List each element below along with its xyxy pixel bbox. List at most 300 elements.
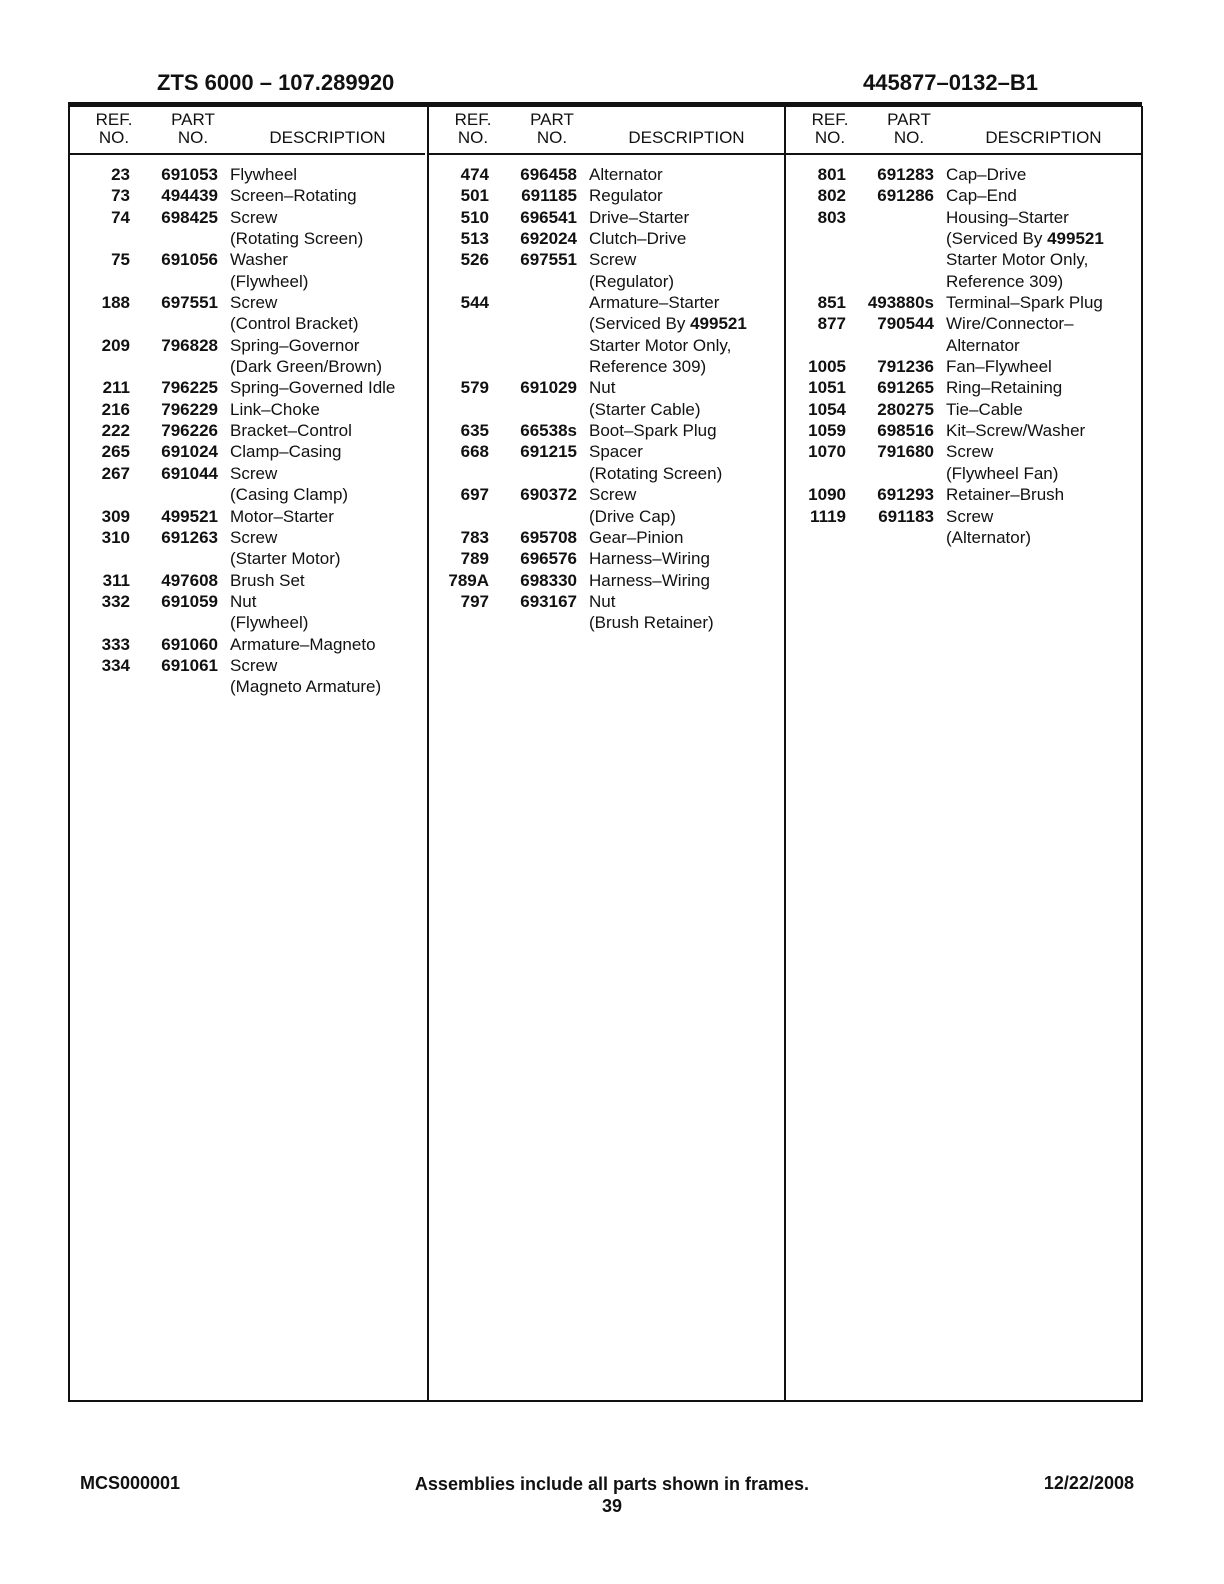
description-text: (Flywheel)	[230, 271, 309, 291]
part-number: 791236	[877, 357, 934, 377]
table-row	[786, 164, 1141, 185]
part-number: 499521	[161, 506, 218, 526]
part-number: 66538s	[520, 421, 577, 441]
part-description	[589, 164, 663, 185]
part-number: 696458	[520, 165, 577, 184]
ref-number: 474	[460, 165, 489, 184]
table-row	[429, 527, 784, 548]
part-number: 698330	[520, 570, 577, 590]
part-description	[230, 228, 363, 249]
part-description	[589, 527, 684, 548]
part-description	[589, 292, 719, 313]
table-row	[786, 335, 1141, 356]
part-description	[230, 655, 277, 676]
ref-number: 1090	[808, 485, 846, 505]
part-description	[230, 292, 277, 313]
description-text: Terminal–Spark Plug	[946, 293, 1103, 313]
description-text: Screw	[946, 506, 994, 526]
assemblies-note: Assemblies include all parts shown in frames.	[414, 1474, 810, 1494]
part-description	[946, 356, 1052, 377]
table-row	[786, 399, 1141, 420]
part-description	[230, 313, 358, 334]
part-description	[589, 271, 674, 292]
table-row	[70, 228, 425, 249]
part-description	[589, 441, 643, 462]
table-row	[70, 207, 425, 228]
table-row	[429, 506, 784, 527]
table-row	[70, 570, 425, 591]
description-text: Spring–Governed Idle	[230, 378, 396, 398]
part-number: 691283	[877, 165, 934, 184]
part-number: 691060	[161, 634, 218, 654]
description-text: Motor–Starter	[230, 506, 334, 526]
description-text: Housing–Starter	[946, 207, 1069, 227]
part-description	[946, 399, 1023, 420]
table-row	[429, 292, 784, 313]
part-number: 698425	[161, 207, 218, 227]
table-row	[786, 185, 1141, 206]
ref-number: 801	[817, 165, 846, 184]
description-text: Screw	[946, 442, 994, 462]
description-text: Gear–Pinion	[589, 527, 684, 547]
ref-number: 1051	[808, 378, 846, 398]
part-description	[946, 420, 1085, 441]
part-number: 494439	[161, 186, 218, 206]
description-text: Harness–Wiring	[589, 549, 710, 569]
part-number: 691024	[161, 442, 218, 462]
part-description	[230, 335, 359, 356]
part-description	[946, 185, 1017, 206]
description-text: Nut	[230, 591, 257, 611]
table-row	[786, 356, 1141, 377]
part-description	[589, 228, 686, 249]
table-row	[70, 548, 425, 569]
description-text: Regulator	[589, 186, 663, 206]
ref-number: 1054	[808, 399, 846, 419]
ref-number: 510	[460, 207, 489, 227]
column-header	[786, 106, 1141, 155]
part-description	[230, 377, 395, 398]
part-description	[589, 313, 747, 334]
parts-column-3	[784, 106, 1141, 1400]
description-text: Cap–Drive	[946, 165, 1027, 184]
description-text: Screw	[589, 250, 637, 270]
description-text: Drive–Starter	[589, 207, 690, 227]
service-part-number: 499521	[690, 314, 747, 334]
part-number: 696576	[520, 549, 577, 569]
part-number: 691044	[161, 463, 218, 483]
part-description	[589, 399, 700, 420]
part-description	[589, 420, 717, 441]
part-number: 691029	[520, 378, 577, 398]
description-header: DESCRIPTION	[628, 128, 745, 147]
part-description	[946, 228, 1104, 249]
part-number: 691053	[161, 165, 218, 184]
ref-number: 783	[460, 527, 489, 547]
column-header	[70, 106, 425, 155]
table-row	[70, 527, 425, 548]
part-number: 697551	[161, 293, 218, 313]
part-description	[946, 249, 1088, 270]
footer-date: 12/22/2008	[1043, 1473, 1134, 1493]
ref-number: 332	[101, 591, 130, 611]
table-row	[429, 335, 784, 356]
table-row	[429, 271, 784, 292]
part-number: 497608	[161, 570, 218, 590]
table-row	[429, 313, 784, 334]
ref-number: 635	[460, 421, 489, 441]
page-number: 39	[601, 1496, 623, 1516]
description-text: (Casing Clamp)	[230, 485, 349, 505]
table-row	[786, 420, 1141, 441]
part-description	[230, 441, 342, 462]
part-number: 697551	[520, 250, 577, 270]
description-text: Screw	[230, 207, 278, 227]
part-description	[946, 271, 1063, 292]
description-text: Clutch–Drive	[589, 229, 687, 249]
part-description	[589, 335, 731, 356]
rows	[429, 164, 784, 634]
part-number: 691265	[877, 378, 934, 398]
description-text: Starter Motor Only,	[946, 250, 1089, 270]
description-text: Nut	[589, 591, 616, 611]
part-description	[589, 548, 710, 569]
table-row	[429, 570, 784, 591]
ref-number: 526	[460, 250, 489, 270]
description-text: Fan–Flywheel	[946, 357, 1052, 377]
part-description	[946, 377, 1062, 398]
description-text: Bracket–Control	[230, 421, 352, 441]
part-no-header: PART NO.	[530, 110, 574, 147]
part-description	[589, 356, 706, 377]
ref-number: 267	[101, 463, 130, 483]
part-description	[946, 527, 1031, 548]
part-number: 796828	[161, 335, 218, 355]
table-row	[70, 164, 425, 185]
part-description	[230, 271, 308, 292]
table-row	[70, 377, 425, 398]
description-text: Armature–Starter	[589, 293, 720, 313]
ref-number: 1059	[808, 421, 846, 441]
part-no-header: PART NO.	[171, 110, 215, 147]
table-row	[429, 228, 784, 249]
part-description	[589, 612, 714, 633]
part-number: 691263	[161, 527, 218, 547]
ref-number: 23	[111, 165, 130, 184]
ref-number: 802	[817, 186, 846, 206]
service-part-number: 499521	[1047, 229, 1104, 249]
table-row	[786, 441, 1141, 462]
table-row	[70, 441, 425, 462]
description-text: (Drive Cap)	[589, 506, 676, 526]
part-number: 790544	[877, 314, 934, 334]
table-row	[70, 634, 425, 655]
part-number: 691183	[878, 506, 934, 526]
description-text: Link–Choke	[230, 399, 320, 419]
description-text: (Control Bracket)	[230, 314, 359, 334]
description-text: (Rotating Screen)	[589, 463, 723, 483]
ref-number: 1119	[810, 506, 846, 526]
part-description	[230, 506, 334, 527]
column-header	[429, 106, 784, 155]
table-row	[429, 377, 784, 398]
description-text: (Alternator)	[946, 527, 1032, 547]
description-text: Flywheel	[230, 165, 298, 184]
description-text: Nut	[589, 378, 616, 398]
part-description	[589, 463, 722, 484]
ref-number: 544	[460, 293, 489, 313]
table-row	[786, 271, 1141, 292]
description-header: DESCRIPTION	[985, 128, 1102, 147]
table-row	[429, 420, 784, 441]
table-row	[429, 249, 784, 270]
ref-number: 311	[102, 570, 130, 590]
description-text: (Starter Motor)	[230, 549, 341, 569]
part-description	[230, 570, 305, 591]
ref-number: 1005	[808, 357, 846, 377]
description-text: (Flywheel)	[230, 613, 309, 633]
part-description	[230, 249, 288, 270]
description-text: Retainer–Brush	[946, 485, 1065, 505]
part-number: 691061	[161, 655, 218, 675]
part-number: 691059	[161, 591, 218, 611]
table-row	[786, 463, 1141, 484]
table-row	[70, 506, 425, 527]
part-description	[230, 548, 341, 569]
table-row	[786, 313, 1141, 334]
description-header: DESCRIPTION	[269, 128, 386, 147]
description-text: (Brush Retainer)	[589, 613, 714, 633]
ref-number: 309	[101, 506, 130, 526]
table-row	[429, 591, 784, 612]
description-text: Cap–End	[946, 186, 1017, 206]
part-description	[589, 377, 615, 398]
part-number: 698516	[877, 421, 934, 441]
rows	[786, 164, 1141, 548]
part-description	[946, 335, 1020, 356]
ref-number: 877	[817, 314, 846, 334]
description-text: Starter Motor Only,	[589, 335, 732, 355]
table-row	[786, 207, 1141, 228]
ref-number: 803	[817, 207, 846, 227]
part-number: 690372	[520, 485, 577, 505]
table-row	[786, 228, 1141, 249]
part-description	[946, 207, 1069, 228]
ref-number: 211	[102, 378, 130, 398]
part-description	[230, 399, 320, 420]
description-text: (Serviced By	[589, 314, 691, 334]
part-description	[230, 612, 308, 633]
description-text: Alternator	[589, 165, 663, 184]
table-row	[70, 655, 425, 676]
part-number: 796225	[161, 378, 218, 398]
table-row	[786, 249, 1141, 270]
footer-note	[0, 1473, 1224, 1517]
parts-table	[68, 106, 1143, 1402]
table-row	[70, 249, 425, 270]
table-row	[429, 164, 784, 185]
table-row	[786, 527, 1141, 548]
part-description	[230, 207, 277, 228]
description-text: Boot–Spark Plug	[589, 421, 717, 441]
part-description	[589, 591, 615, 612]
description-text: Kit–Screw/Washer	[946, 421, 1086, 441]
part-description	[589, 484, 636, 505]
table-row	[70, 271, 425, 292]
description-text: Washer	[230, 250, 288, 270]
rows	[70, 164, 425, 698]
part-description	[230, 591, 256, 612]
description-text: Armature–Magneto	[230, 634, 376, 654]
table-row	[429, 399, 784, 420]
ref-number: 579	[460, 378, 489, 398]
part-description	[946, 484, 1064, 505]
ref-number: 668	[460, 442, 489, 462]
table-row	[786, 484, 1141, 505]
ref-number: 333	[101, 634, 130, 654]
part-number: 691215	[520, 442, 577, 462]
description-text: Reference 309)	[946, 271, 1064, 291]
parts-column-1	[70, 106, 425, 1400]
table-row	[786, 292, 1141, 313]
part-description	[230, 356, 382, 377]
part-description	[230, 634, 376, 655]
table-row	[70, 335, 425, 356]
table-row	[429, 356, 784, 377]
parts-column-2	[427, 106, 784, 1400]
part-description	[230, 463, 277, 484]
part-number: 691293	[877, 485, 934, 505]
part-number: 791680	[877, 442, 934, 462]
ref-number: 697	[460, 485, 489, 505]
part-no-header: PART NO.	[887, 110, 931, 147]
description-text: (Dark Green/Brown)	[230, 357, 383, 377]
part-description	[230, 676, 381, 697]
document-number: 445877–0132–B1	[863, 70, 1038, 95]
part-description	[946, 463, 1058, 484]
ref-number: 73	[111, 186, 130, 206]
part-description	[230, 527, 277, 548]
part-description	[946, 313, 1074, 334]
table-row	[429, 548, 784, 569]
table-row	[70, 591, 425, 612]
part-description	[589, 249, 636, 270]
table-row	[786, 377, 1141, 398]
ref-number: 265	[101, 442, 130, 462]
table-row	[70, 185, 425, 206]
table-row	[429, 185, 784, 206]
part-number: 796229	[161, 399, 218, 419]
footer-code: MCS000001	[80, 1473, 181, 1493]
description-text: Screen–Rotating	[230, 186, 357, 206]
description-text: Brush Set	[230, 570, 305, 590]
ref-number: 789A	[448, 570, 489, 590]
part-description	[230, 185, 357, 206]
part-description	[946, 506, 993, 527]
ref-number: 334	[101, 655, 130, 675]
table-row	[429, 207, 784, 228]
description-text: (Rotating Screen)	[230, 229, 364, 249]
ref-number: 513	[460, 229, 489, 249]
description-text: Spring–Governor	[230, 335, 360, 355]
ref-number: 209	[101, 335, 130, 355]
ref-no-header: REF. NO.	[95, 110, 133, 147]
ref-no-header: REF. NO.	[454, 110, 492, 147]
part-description	[230, 164, 297, 185]
table-row	[429, 463, 784, 484]
table-row	[70, 292, 425, 313]
description-text: Alternator	[946, 335, 1020, 355]
description-text: Harness–Wiring	[589, 570, 710, 590]
table-row	[70, 313, 425, 334]
part-description	[946, 292, 1103, 313]
part-number: 692024	[520, 229, 577, 249]
description-text: Screw	[230, 655, 278, 675]
part-number: 796226	[161, 421, 218, 441]
part-description	[230, 484, 348, 505]
part-number: 493880s	[867, 293, 934, 313]
ref-number: 216	[101, 399, 130, 419]
table-row	[786, 506, 1141, 527]
ref-number: 797	[460, 591, 489, 611]
part-number: 695708	[520, 527, 577, 547]
description-text: (Starter Cable)	[589, 399, 701, 419]
part-description	[946, 441, 993, 462]
table-row	[70, 463, 425, 484]
table-row	[70, 612, 425, 633]
description-text: Wire/Connector–	[946, 314, 1074, 334]
description-text: Screw	[230, 293, 278, 313]
ref-number: 75	[111, 250, 130, 270]
description-text: Tie–Cable	[946, 399, 1023, 419]
ref-number: 501	[460, 186, 489, 206]
description-text: (Serviced By	[946, 229, 1048, 249]
part-number: 691056	[161, 250, 218, 270]
part-description	[589, 207, 689, 228]
description-text: Clamp–Casing	[230, 442, 342, 462]
ref-number: 789	[460, 549, 489, 569]
table-row	[429, 441, 784, 462]
table-row	[70, 484, 425, 505]
description-text: (Regulator)	[589, 271, 675, 291]
description-text: (Magneto Armature)	[230, 677, 382, 697]
part-description	[589, 506, 676, 527]
ref-number: 222	[101, 421, 130, 441]
table-row	[429, 612, 784, 633]
description-text: Screw	[230, 527, 278, 547]
description-text: Reference 309)	[589, 357, 707, 377]
description-text: (Flywheel Fan)	[946, 463, 1059, 483]
table-row	[429, 484, 784, 505]
ref-number: 1070	[808, 442, 846, 462]
ref-number: 74	[111, 207, 130, 227]
part-number: 691185	[521, 186, 577, 206]
description-text: Screw	[589, 485, 637, 505]
ref-number: 851	[817, 293, 846, 313]
table-row	[70, 356, 425, 377]
part-number: 280275	[877, 399, 934, 419]
table-row	[70, 676, 425, 697]
ref-number: 310	[101, 527, 130, 547]
ref-number: 188	[101, 293, 130, 313]
part-number: 693167	[520, 591, 577, 611]
table-row	[70, 420, 425, 441]
part-description	[946, 164, 1026, 185]
description-text: Screw	[230, 463, 278, 483]
part-number: 696541	[520, 207, 577, 227]
model-title: ZTS 6000 – 107.289920	[157, 70, 395, 95]
part-description	[230, 420, 352, 441]
